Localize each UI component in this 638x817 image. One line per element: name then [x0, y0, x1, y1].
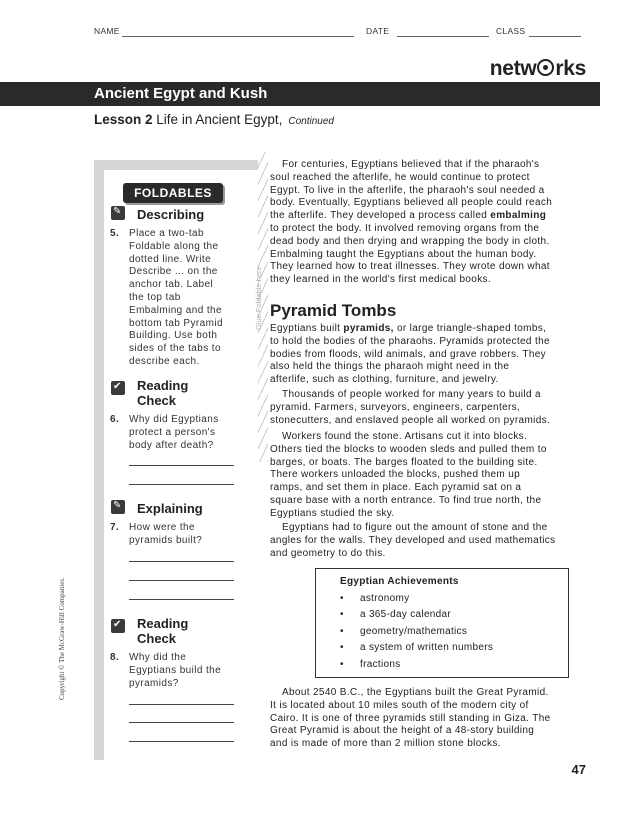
question-5-text: Place a two-tab Foldable along the dotted line. Write Describe ... on the anchor tab. Label the top tab Embalming and the bottom tab Pyramid Building. Use both sides of the tabs to describe each. — [129, 228, 223, 367]
check-icon — [111, 619, 125, 633]
glue-strip-label: Glue Foldable here — [254, 266, 263, 330]
lesson-number: Lesson 2 — [94, 112, 153, 127]
paragraph-great-pyramid: About 2540 B.C., the Egyptians built the Great Pyramid. It is located about 10 miles south of the modern city of Cairo. It is one of three pyramids still standing in Giza. The Great Pyramid is about the height of a 48-story building and is made of more than 2 million stone blocks. — [270, 687, 551, 750]
date-line — [397, 36, 489, 37]
lesson-heading — [94, 112, 334, 127]
achievement-item: • astronomy — [340, 593, 410, 604]
paragraph-workers: Thousands of people worked for many years to build a pyramid. Farmers, surveyors, engineers, carpenters, stonecutters, and enslaved people all worked on pyramids. — [270, 389, 551, 426]
question-6-text: Why did Egyptians protect a person's body after death? — [129, 414, 219, 451]
paragraph-construction: Workers found the stone. Artisans cut it into blocks. Others tied the blocks to wooden sleds and pulled them to barges, or boats. The barges floated to the building site. There workers unloaded the blocks, pushed them up ramps, and set them in place. Each pyramid sat on a square base with a north entrance. To find true north, the Egyptians studied the sky. — [270, 431, 547, 519]
reading-check-heading: Reading Check — [137, 378, 189, 408]
date-label: DATE — [366, 26, 390, 36]
networks-logo: netw rks — [489, 57, 586, 80]
lesson-continued: Continued — [288, 116, 334, 127]
name-line — [122, 36, 354, 37]
achievement-item: • a 365-day calendar — [340, 609, 452, 620]
question-6-number: 6. — [110, 414, 120, 425]
reading-check-heading: Reading Check — [137, 616, 189, 646]
answer-line[interactable] — [129, 580, 234, 581]
paragraph-mathematics: Egyptians had to figure out the amount of stone and the angles for the walls. They developed and used mathematics and geometry to do this. — [270, 522, 556, 559]
achievement-item: • a system of written numbers — [340, 642, 494, 653]
lesson-title: Life in Ancient Egypt, — [156, 112, 283, 127]
question-5-number: 5. — [110, 228, 120, 239]
answer-line[interactable] — [129, 741, 234, 742]
answer-line[interactable] — [129, 465, 234, 466]
paragraph-embalming: For centuries, Egyptians believed that if the pharaoh's soul reached the afterlife, he would continue to protect Egypt. To live in the afterlife, the pharaoh's soul needed a body. Eventually, Egyptians believed all people could reach the afterlife. They developed a process called embalming to protect the body. It involved removing organs from the dead body and then drying and wrapping the body in cloth. Embalming taught the Egyptians about the human body. They learned how to treat illnesses. They wrote down what they learned in the world's first medical books. — [270, 159, 553, 286]
achievement-item: • geometry/mathematics — [340, 626, 468, 637]
answer-line[interactable] — [129, 722, 234, 723]
answer-line[interactable] — [129, 561, 234, 562]
answer-line[interactable] — [129, 484, 234, 485]
describing-heading: Describing — [137, 207, 205, 222]
foldables-logo: FOLDABLES — [123, 183, 223, 203]
hand-write-icon — [111, 500, 125, 514]
achievements-title: Egyptian Achievements — [340, 576, 459, 587]
chapter-title-bar — [0, 82, 600, 106]
name-label: NAME — [94, 26, 120, 36]
class-label: CLASS — [496, 26, 526, 36]
page-number: 47 — [571, 762, 586, 777]
answer-line[interactable] — [129, 599, 234, 600]
achievement-item: • fractions — [340, 659, 401, 670]
logo-o-icon — [537, 59, 554, 76]
hand-write-icon — [111, 206, 125, 220]
question-8-text: Why did the Egyptians build the pyramids? — [129, 652, 222, 689]
answer-line[interactable] — [129, 704, 234, 705]
question-7-text: How were the pyramids built? — [129, 522, 203, 546]
question-7-number: 7. — [110, 522, 120, 533]
question-8-number: 8. — [110, 652, 120, 663]
check-icon — [111, 381, 125, 395]
copyright-notice: Copyright © The McGraw-Hill Companies. — [58, 577, 66, 700]
chapter-title: Ancient Egypt and Kush — [94, 85, 268, 102]
class-line — [529, 36, 581, 37]
section-heading: Pyramid Tombs — [270, 301, 397, 320]
paragraph-pyramids: Egyptians built pyramids, or large triangle-shaped tombs, to hold the bodies of the pharaohs. Pyramids protected the bodies from floods, wild animals, and grave robbers. They also held the things the pharaoh might need in the afterlife, such as clothing, furniture, and jewelry. — [270, 323, 550, 386]
explaining-heading: Explaining — [137, 501, 203, 516]
